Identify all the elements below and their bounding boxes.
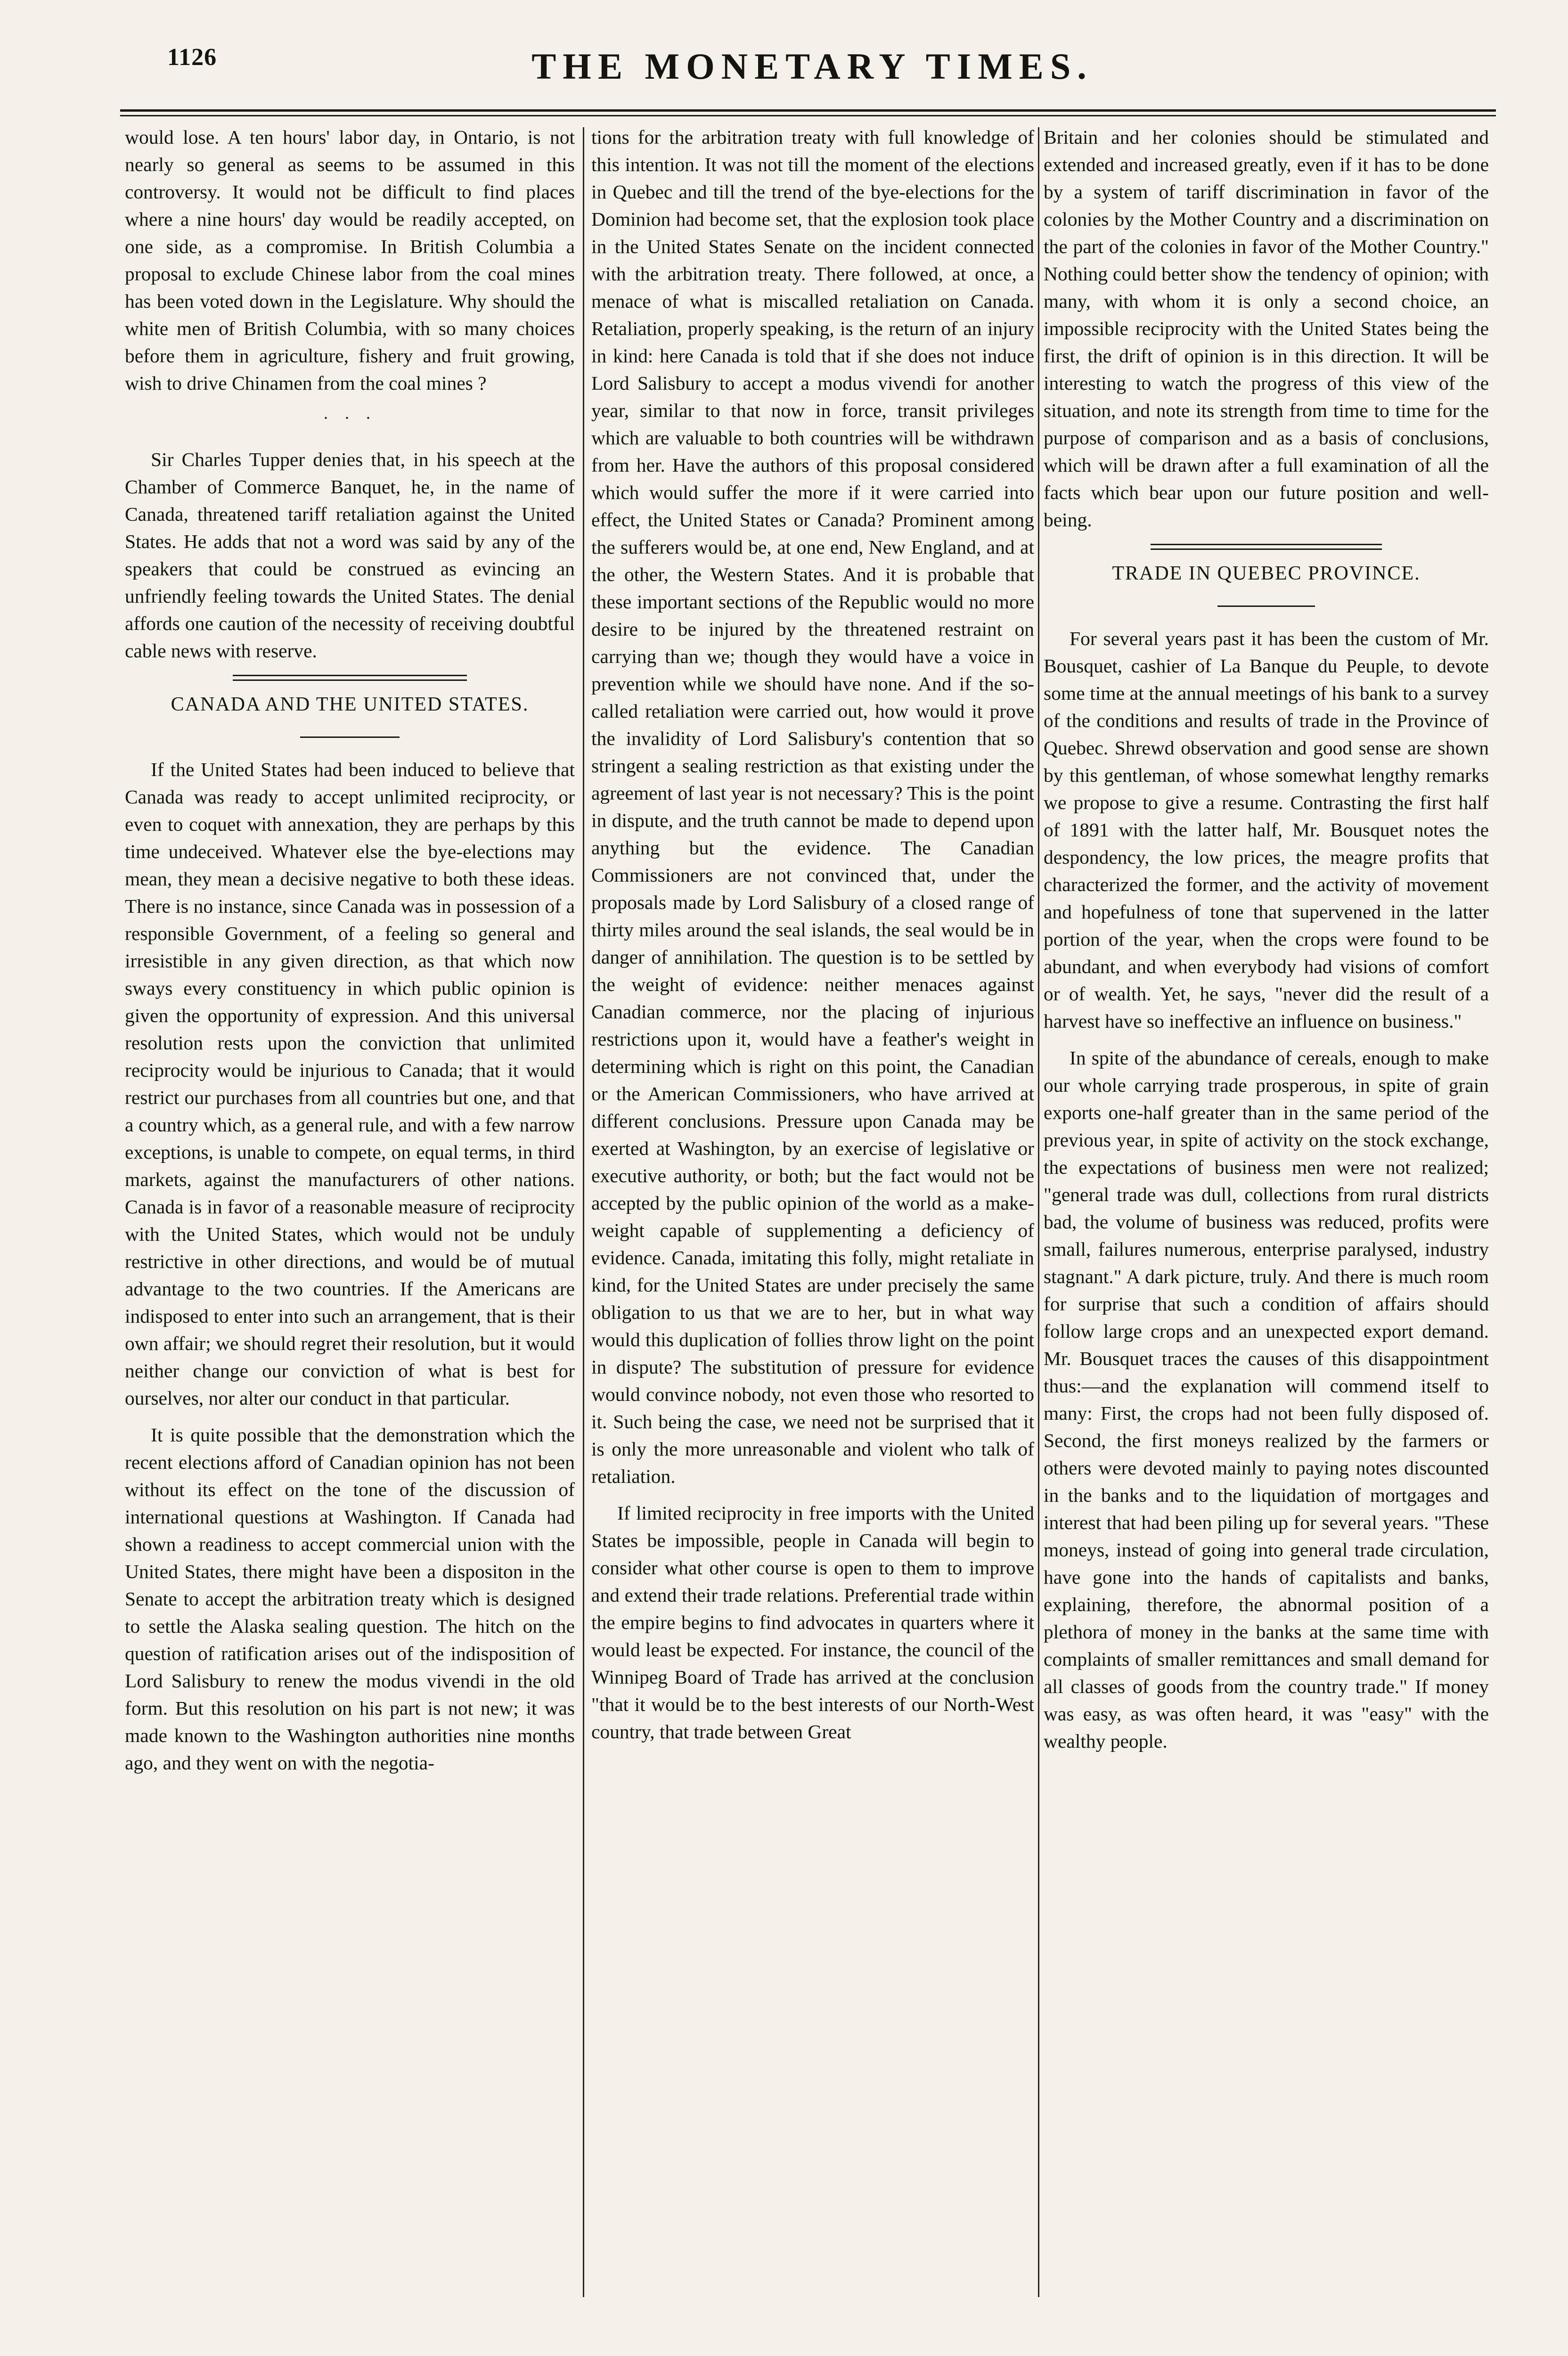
paragraph: Sir Charles Tupper denies that, in his speech at the Chamber of Commerce Banquet, he, in the name of Canada, threatened tariff retaliation against the United States. He adds that not a word was said by any of the speakers that could be construed as evincing an unfriendly feeling towards the United States. The denial affords one caution of the necessity of receiving doubtful cable news with reserve. — [125, 449, 575, 662]
paragraph: would lose. A ten hours' labor day, in Ontario, is not nearly so general as seems to be assumed in this controversy. It would not be difficult to find places where a nine hours' day would be readily accepted, on one side, as a compromise. In British Columbia a proposal to exclude Chinese labor from the coal mines has been voted down in the Legislature. Why should the white men of British Columbia, with so many choices before them in agriculture, fishery and fruit growing, wish to drive Chinamen from the coal mines ? — [125, 126, 575, 394]
paragraph: If limited reciprocity in free imports with the United States be impossible, people in Canada will begin to consider what other course is open to them to improve and extend their trade relations. Preferential trade within the empire begins to find advocates in quarters where it would least be expected. For instance, the council of the Winnipeg Board of Trade has arrived at the conclusion "that it would be to the best interests of our North-West country, that trade between Great — [591, 1502, 1034, 1742]
article-column-3 — [1044, 123, 1489, 2329]
column-divider-right — [1038, 127, 1039, 2297]
paragraph: In spite of the abundance of cereals, enough to make our whole carrying trade prosperous, in spite of grain exports one-half greater than in the same period of the previous year, in spite of activity on the stock exchange, the expectations of business men were not realized; "general trade was dull, collections from rural districts bad, the volume of business was reduced, profits were small, failures numerous, enterprise paralysed, industry stagnant." A dark picture, truly. And there is much room for surprise that such a condition of affairs should follow large crops and an unexpected export demand. Mr. Bousquet traces the causes of this disappointment thus:—and the explanation will commend itself to many: First, the crops had not been fully disposed of. Second, the first moneys realized by the farmers or others were devoted mainly to paying notes discounted in the banks and to the liquidation of mortgages and interest that had been piling up for several years. "These moneys, instead of going into general trade circulation, have gone into the hands of capitalists and banks, explaining, therefore, the abnormal position of a plethora of money in the banks at the same time with complaints of smaller remittances and small demand for all classes of goods from the country trade." If money was easy, as was often heard, it was "easy" with the wealthy people. — [1044, 1047, 1489, 1752]
masthead-title: THE MONETARY TIMES. — [531, 46, 1093, 87]
column-divider-left — [583, 127, 584, 2297]
paragraph: If the United States had been induced to believe that Canada was ready to accept unlimited reciprocity, or even to coquet with annexation, they are perhaps by this time undeceived. Whatever else the bye-elections may mean, they mean a decisive negative to both these ideas. There is no instance, since Canada was in possession of a responsible Government, of a feeling so general and irresistible in any given direction, as that which now sways every constituency in which public opinion is given the opportunity of expression. And this universal resolution rests upon the conviction that unlimited reciprocity would be injurious to Canada; that it would restrict our purchases from all countries but one, and that a country which, as a general rule, and with a few narrow exceptions, is unable to compete, on equal terms, in third markets, against the manufacturers of other nations. Canada is in favor of a reasonable measure of reciprocity with the United States, which would not be unduly restrictive in other directions, and would be of mutual advantage to the two countries. If the Americans are indisposed to enter into such an arrangement, that is their own affair; we should regret their resolution, but it would neither change our conviction of what is best for ourselves, nor alter our conduct in that particular. — [125, 759, 575, 1409]
article-separator-rule — [1151, 544, 1382, 550]
paragraph: For several years past it has been the custom of Mr. Bousquet, cashier of La Banque du Peuple, to devote some time at the annual meetings of his bank to a survey of the conditions and results of trade in the Province of Quebec. Shrewd observation and good sense are shown by this gentleman, of whose somewhat lengthy remarks we propose to give a resume. Contrasting the first half of 1891 with the latter half, Mr. Bousquet notes the despondency, the low prices, the meagre profits that characterized the former, and the activity of movement and hopefulness of tone that supervened in the latter portion of the year, when the crops were found to be abundant, and when everybody had visions of comfort or of wealth. Yet, he says, "never did the result of a harvest have so ineffective an influence on business." — [1044, 628, 1489, 1032]
section-break-dots: · · · — [323, 409, 377, 427]
page-number: 1126 — [167, 44, 217, 71]
article-heading: CANADA AND THE UNITED STATES. — [171, 694, 529, 715]
header-rule-bottom — [120, 115, 1496, 116]
heading-underline-rule — [300, 736, 399, 738]
heading-underline-rule — [1217, 605, 1315, 607]
article-heading: TRADE IN QUEBEC PROVINCE. — [1112, 563, 1421, 584]
header-rule-top — [120, 109, 1496, 112]
article-column-2 — [591, 123, 1034, 2329]
paragraph: Britain and her colonies should be stimulated and extended and increased greatly, even if it has to be done by a system of tariff discrimination in favor of the colonies by the Mother Country and a discrimination on the part of the colonies in favor of the Mother Country." Nothing could better show the tendency of opinion; with many, with whom it is only a second choice, an impossible reciprocity with the United States being the first, the drift of opinion is in this direction. It will be interesting to watch the progress of this view of the situation, and note its strength from time to time for the purpose of comparison and as a basis of conclusions, which will be drawn after a full examination of all the facts which bear upon our future position and well-being. — [1044, 126, 1489, 531]
paragraph: tions for the arbitration treaty with full knowledge of this intention. It was not till the moment of the elections in Quebec and till the trend of the bye-elections for the Dominion had become set, that the explosion took place in the United States Senate on the incident connected with the arbitration treaty. There followed, at once, a menace of what is miscalled retaliation on Canada. Retaliation, properly speaking, is the return of an injury in kind: here Canada is told that if she does not induce Lord Salisbury to accept a modus vivendi for another year, similar to that now in force, transit privileges which are valuable to both countries will be withdrawn from her. Have the authors of this proposal considered which would suffer the more if it were carried into effect, the United States or Canada? Prominent among the sufferers would be, at one end, New England, and at the other, the Western States. And it is probable that these important sections of the Republic would no more desire to be injured by the threatened restraint on carrying than we; though they would have a voice in prevention while we should have none. And if the so-called retaliation were carried out, how would it prove the invalidity of Lord Salisbury's contention that so stringent a sealing restriction as that existing under the agreement of last year is not necessary? This is the point in dispute, and the truth cannot be made to depend upon anything but the evidence. The Canadian Commissioners are not convinced that, under the proposals made by Lord Salisbury of a closed range of thirty miles around the seal islands, the seal would be in danger of annihilation. The question is to be settled by the weight of evidence: neither menaces against Canadian commerce, nor the placing of injurious restrictions upon it, would have a feather's weight in determining which is right on this point, the Canadian or the American Commissioners, who have arrived at different conclusions. Pressure upon Canada may be exerted at Washington, by an exercise of legislative or executive authority, or both; but the fact would not be accepted by the public opinion of the world as a make-weight capable of supplementing a deficiency of evidence. Canada, imitating this folly, might retaliate in kind, for the United States are under precisely the same obligation to us that we are to her, but in what way would this duplication of follies throw light on the point in dispute? The substitution of pressure for evidence would convince nobody, not even those who resorted to it. Such being the case, we need not be surprised that it is only the more unreasonable and violent who talk of retaliation. — [591, 126, 1034, 1487]
paragraph: It is quite possible that the demonstration which the recent elections afford of Canadian opinion has not been without its effect on the tone of the discussion of international questions at Washington. If Canada had shown a readiness to accept commercial union with the United States, there might have been a dispositon in the Senate to accept the arbitration treaty which is designed to settle the Alaska sealing question. The hitch on the question of ratification arises out of the indisposition of Lord Salisbury to renew the modus vivendi in the old form. But this resolution on his part is not new; it was made known to the Washington authorities nine months ago, and they went on with the negotia- — [125, 1424, 575, 1774]
article-column-1 — [125, 123, 575, 2329]
article-separator-rule — [233, 675, 467, 681]
